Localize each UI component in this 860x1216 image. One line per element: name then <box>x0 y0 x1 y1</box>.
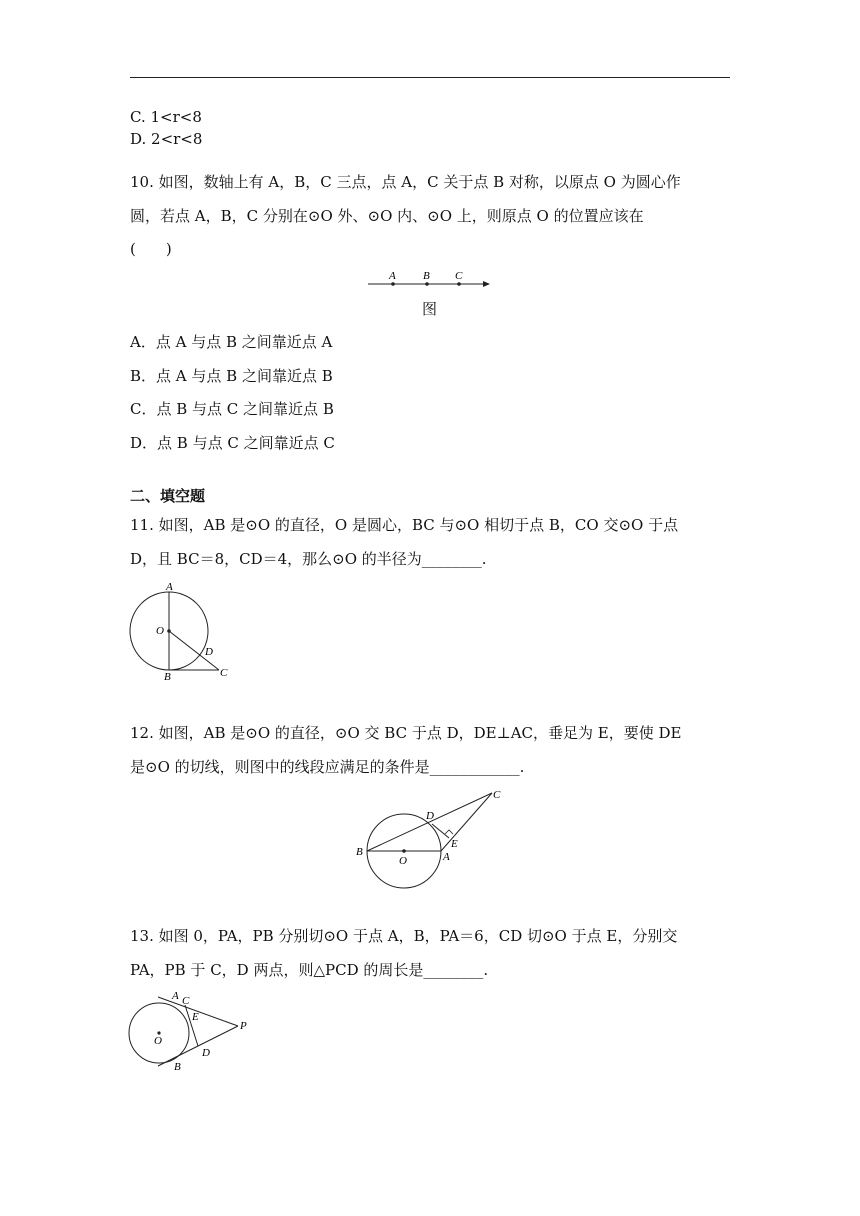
q11-label-o: O <box>156 625 164 637</box>
q12-label-e: E <box>451 838 458 850</box>
q12-label-c: C <box>493 789 501 801</box>
q13-text-line2: PA，PB 于 C，D 两点，则△PCD 的周长是________. <box>130 961 489 979</box>
q13-label-d: D <box>202 1047 210 1059</box>
q13-tangent-figure <box>126 986 256 1072</box>
q13-label-o: O <box>154 1035 162 1047</box>
q13-text-line1: 13. 如图 0，PA，PB 分别切⊙O 于点 A，B，PA＝6，CD 切⊙O 于点 E，分别交 <box>130 927 678 945</box>
q11-text-line1: 11. 如图，AB 是⊙O 的直径，O 是圆心，BC 与⊙O 相切于点 B，CO 交⊙O 于点 <box>130 516 679 534</box>
q13-label-e: E <box>192 1011 199 1023</box>
q10-option-d: D．点 B 与点 C 之间靠近点 C <box>130 434 335 452</box>
q10-option-b: B．点 A 与点 B 之间靠近点 B <box>130 367 333 385</box>
q11-label-a: A <box>166 581 173 593</box>
q12-text-line2: 是⊙O 的切线，则图中的线段应满足的条件是____________. <box>130 758 525 776</box>
q10-text-line2: 圆，若点 A，B，C 分别在⊙O 外、⊙O 内、⊙O 上，则原点 O 的位置应该在 <box>130 207 644 225</box>
q10-number-line-figure <box>366 268 496 292</box>
q10-label-c: C <box>455 270 463 282</box>
q12-label-a: A <box>443 851 450 863</box>
q10-option-c: C．点 B 与点 C 之间靠近点 B <box>130 400 334 418</box>
q12-text-line1: 12. 如图，AB 是⊙O 的直径，⊙O 交 BC 于点 D，DE⊥AC，垂足为 E，要使 DE <box>130 724 682 742</box>
q10-text-line3: ( ) <box>130 240 172 258</box>
q12-label-b: B <box>356 846 363 858</box>
q11-label-c: C <box>220 667 228 679</box>
q13-label-c: C <box>182 995 190 1007</box>
q11-circle-figure <box>126 578 236 682</box>
q13-label-p: P <box>240 1020 247 1032</box>
q10-option-a: A．点 A 与点 B 之间靠近点 A <box>130 333 333 351</box>
header-rule <box>130 77 730 78</box>
q9-option-c: C. 1<r<8 <box>130 108 202 126</box>
q11-label-b: B <box>164 671 171 682</box>
q13-label-a: A <box>172 990 179 1002</box>
section-heading: 二、填空题 <box>130 487 206 505</box>
q10-figure-caption: 图 <box>422 300 438 318</box>
q12-label-d: D <box>426 810 434 822</box>
q10-label-a: A <box>389 270 396 282</box>
q11-text-line2: D，且 BC＝8，CD＝4，那么⊙O 的半径为________. <box>130 550 487 568</box>
q9-option-d: D. 2<r<8 <box>130 130 203 148</box>
q10-text-line1: 10. 如图，数轴上有 A，B，C 三点，点 A，C 关于点 B 对称，以原点 O 为圆心作 <box>130 173 681 191</box>
q12-label-o: O <box>399 855 407 867</box>
q12-circle-figure <box>352 786 512 892</box>
q13-label-b: B <box>174 1061 181 1072</box>
q11-label-d: D <box>205 646 213 658</box>
q10-label-b: B <box>423 270 430 282</box>
